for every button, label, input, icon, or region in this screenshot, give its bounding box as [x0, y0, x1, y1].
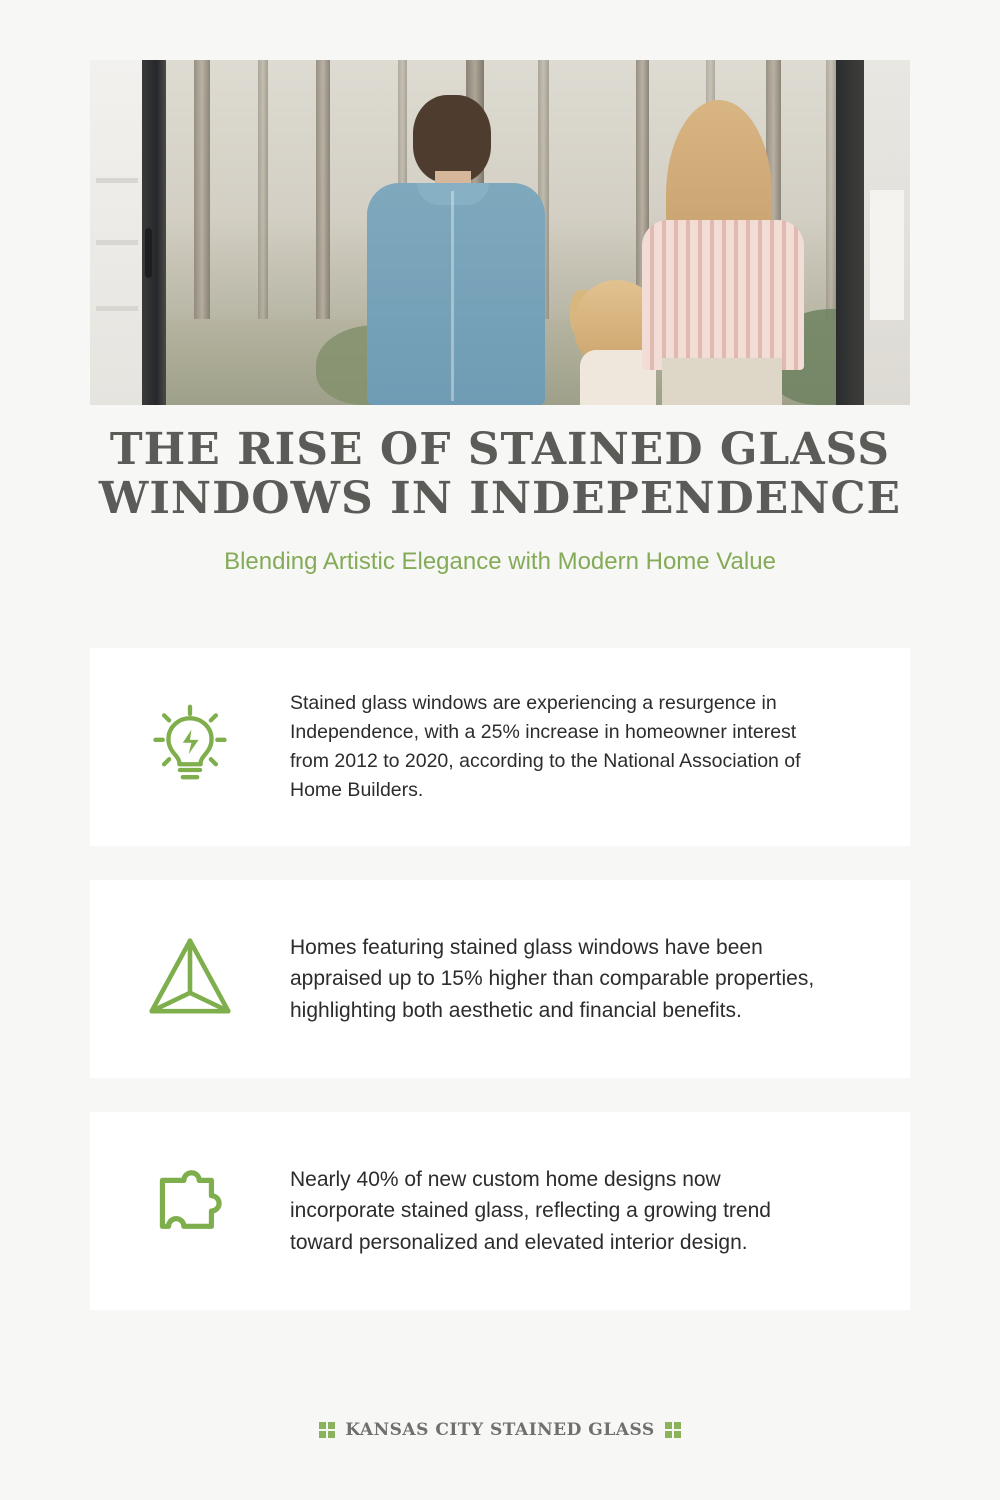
forest-background	[166, 60, 836, 405]
window-frame-right	[836, 60, 864, 405]
fact-card-1-text: Stained glass windows are experiencing a resurgence in Independence, with a 25% increase in homeowner interest from 2012 to 2020, according to the National Association of Home Builders.	[290, 692, 801, 801]
puzzle-piece-icon	[90, 1162, 290, 1260]
fact-card-3	[90, 1112, 910, 1310]
fact-card-1	[90, 648, 910, 846]
footer	[0, 1420, 1000, 1440]
fact-card-2	[90, 880, 910, 1078]
fact-card-2-text: Homes featuring stained glass windows have been appraised up to 15% higher than comparable properties, highlighting both aesthetic and financial benefits.	[290, 936, 815, 1022]
page-subtitle: Blending Artistic Elegance with Modern Home Value	[224, 548, 776, 575]
brand-name: KANSAS CITY STAINED GLASS	[345, 1420, 655, 1440]
page-title: THE RISE OF STAINED GLASS WINDOWS IN INDEPENDENCE	[98, 424, 902, 525]
man-figure	[361, 95, 551, 405]
square-grid-mark-icon-right	[665, 1422, 681, 1438]
hero-scene	[90, 60, 910, 405]
lightbulb-idea-icon	[90, 701, 290, 793]
exterior-right	[864, 60, 910, 405]
square-grid-mark-icon	[319, 1422, 335, 1438]
interior-wall	[90, 60, 142, 405]
woman-figure	[636, 100, 806, 405]
hero-image	[90, 60, 910, 405]
door-handle-icon	[145, 228, 152, 278]
pyramid-prism-icon	[90, 930, 290, 1028]
fact-card-3-text: Nearly 40% of new custom home designs now incorporate stained glass, reflecting a growing trend toward personalized and elevated interior design.	[290, 1168, 771, 1254]
